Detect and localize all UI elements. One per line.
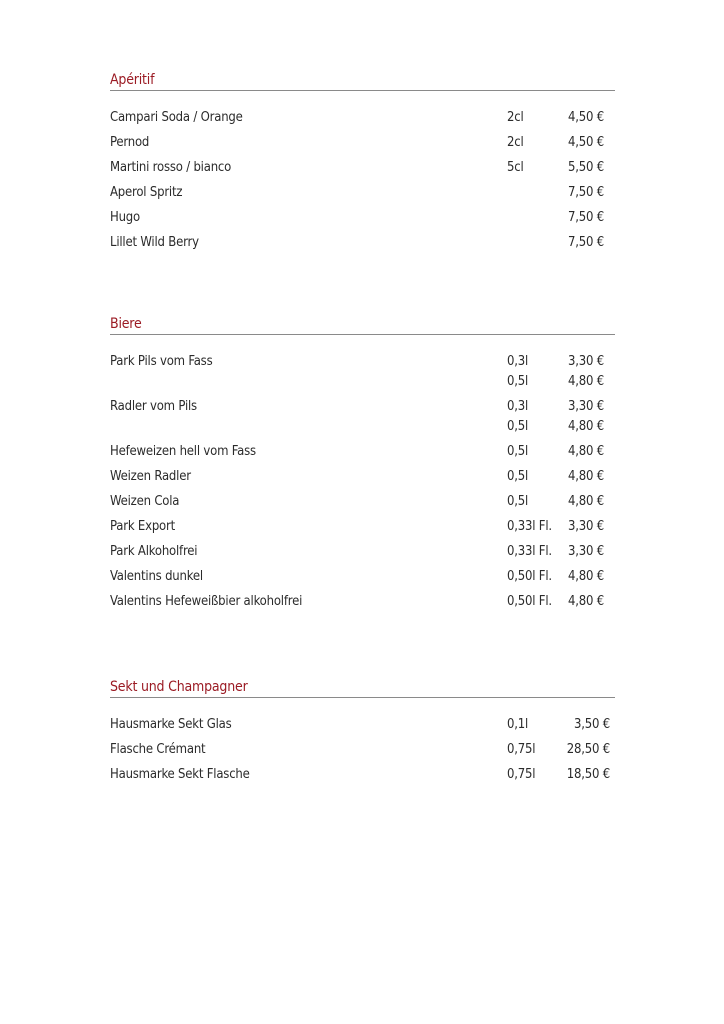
- item-price: 3,30 €: [568, 519, 604, 534]
- menu-list: [110, 109, 615, 259]
- item-name: Flasche Crémant: [110, 742, 206, 757]
- item-size: 0,1l: [507, 717, 529, 732]
- item-name: Pernod: [110, 135, 150, 150]
- menu-item: [110, 159, 615, 184]
- item-price: 3,50 €: [574, 717, 610, 732]
- item-size: 0,5l: [507, 494, 529, 509]
- item-name: Aperol Spritz: [110, 185, 183, 200]
- item-price: 5,50 €: [568, 160, 604, 175]
- item-name: Park Pils vom Fass: [110, 354, 213, 369]
- menu-item: [110, 716, 615, 741]
- section-title: Biere: [110, 316, 142, 332]
- item-variant: [110, 418, 615, 443]
- menu-item: [110, 234, 615, 259]
- item-name: Weizen Radler: [110, 469, 191, 484]
- item-size: 0,33l Fl.: [507, 519, 552, 534]
- item-price: 4,80 €: [568, 444, 604, 459]
- item-size: 2cl: [507, 110, 524, 125]
- item-price: 18,50 €: [566, 767, 610, 782]
- item-size: 0,5l: [507, 444, 529, 459]
- menu-item: [110, 443, 615, 468]
- item-name: Weizen Cola: [110, 494, 180, 509]
- item-name: Radler vom Pils: [110, 399, 197, 414]
- item-name: Lillet Wild Berry: [110, 235, 199, 250]
- item-name: Campari Soda / Orange: [110, 110, 243, 125]
- item-price: 4,80 €: [568, 594, 604, 609]
- item-price: 28,50 €: [566, 742, 610, 757]
- item-size: 5cl: [507, 160, 524, 175]
- item-price: 4,80 €: [568, 569, 604, 584]
- item-name: Martini rosso / bianco: [110, 160, 232, 175]
- item-size: 0,50l Fl.: [507, 569, 552, 584]
- menu-item: [110, 209, 615, 234]
- item-price: 4,80 €: [568, 374, 604, 389]
- section-divider: [110, 90, 615, 91]
- item-size: 0,75l: [507, 742, 536, 757]
- item-price: 3,30 €: [568, 544, 604, 559]
- section-biere: [110, 314, 615, 618]
- item-variant: [110, 373, 615, 398]
- menu-item: [110, 468, 615, 493]
- item-name: Valentins dunkel: [110, 569, 203, 584]
- item-name: Park Export: [110, 519, 176, 534]
- item-price: 3,30 €: [568, 399, 604, 414]
- item-price: 7,50 €: [568, 235, 604, 250]
- menu-item: [110, 353, 615, 398]
- item-size: 0,3l: [507, 354, 529, 369]
- item-size: 0,5l: [507, 419, 529, 434]
- item-price: 3,30 €: [568, 354, 604, 369]
- section-divider: [110, 697, 615, 698]
- item-size: 0,5l: [507, 374, 529, 389]
- menu-list: [110, 716, 615, 791]
- item-price: 4,80 €: [568, 469, 604, 484]
- section-title: Sekt und Champagner: [110, 679, 248, 695]
- item-price: 7,50 €: [568, 185, 604, 200]
- menu-item: [110, 398, 615, 443]
- item-price: 4,80 €: [568, 419, 604, 434]
- menu-item: [110, 518, 615, 543]
- item-size: 0,50l Fl.: [507, 594, 552, 609]
- item-name: Hugo: [110, 210, 140, 225]
- item-variant: [110, 353, 615, 373]
- item-price: 7,50 €: [568, 210, 604, 225]
- item-size: 0,75l: [507, 767, 536, 782]
- item-size: 0,5l: [507, 469, 529, 484]
- item-name: Valentins Hefeweißbier alkoholfrei: [110, 594, 303, 609]
- menu-list: [110, 353, 615, 618]
- item-price: 4,50 €: [568, 135, 604, 150]
- item-size: 0,3l: [507, 399, 529, 414]
- item-size: 0,33l Fl.: [507, 544, 552, 559]
- menu-item: [110, 493, 615, 518]
- menu-item: [110, 184, 615, 209]
- menu-item: [110, 766, 615, 791]
- menu-item: [110, 543, 615, 568]
- section-title: Apéritif: [110, 72, 155, 88]
- menu-item: [110, 109, 615, 134]
- menu-item: [110, 741, 615, 766]
- item-name: Park Alkoholfrei: [110, 544, 198, 559]
- item-price: 4,50 €: [568, 110, 604, 125]
- section-sekt-champagner: [110, 677, 615, 791]
- section-aperitif: [110, 70, 615, 259]
- item-variant: [110, 398, 615, 418]
- menu-item: [110, 568, 615, 593]
- item-size: 2cl: [507, 135, 524, 150]
- item-price: 4,80 €: [568, 494, 604, 509]
- section-divider: [110, 334, 615, 335]
- item-name: Hausmarke Sekt Glas: [110, 717, 232, 732]
- item-name: Hefeweizen hell vom Fass: [110, 444, 256, 459]
- menu-item: [110, 134, 615, 159]
- menu-item: [110, 593, 615, 618]
- item-name: Hausmarke Sekt Flasche: [110, 767, 250, 782]
